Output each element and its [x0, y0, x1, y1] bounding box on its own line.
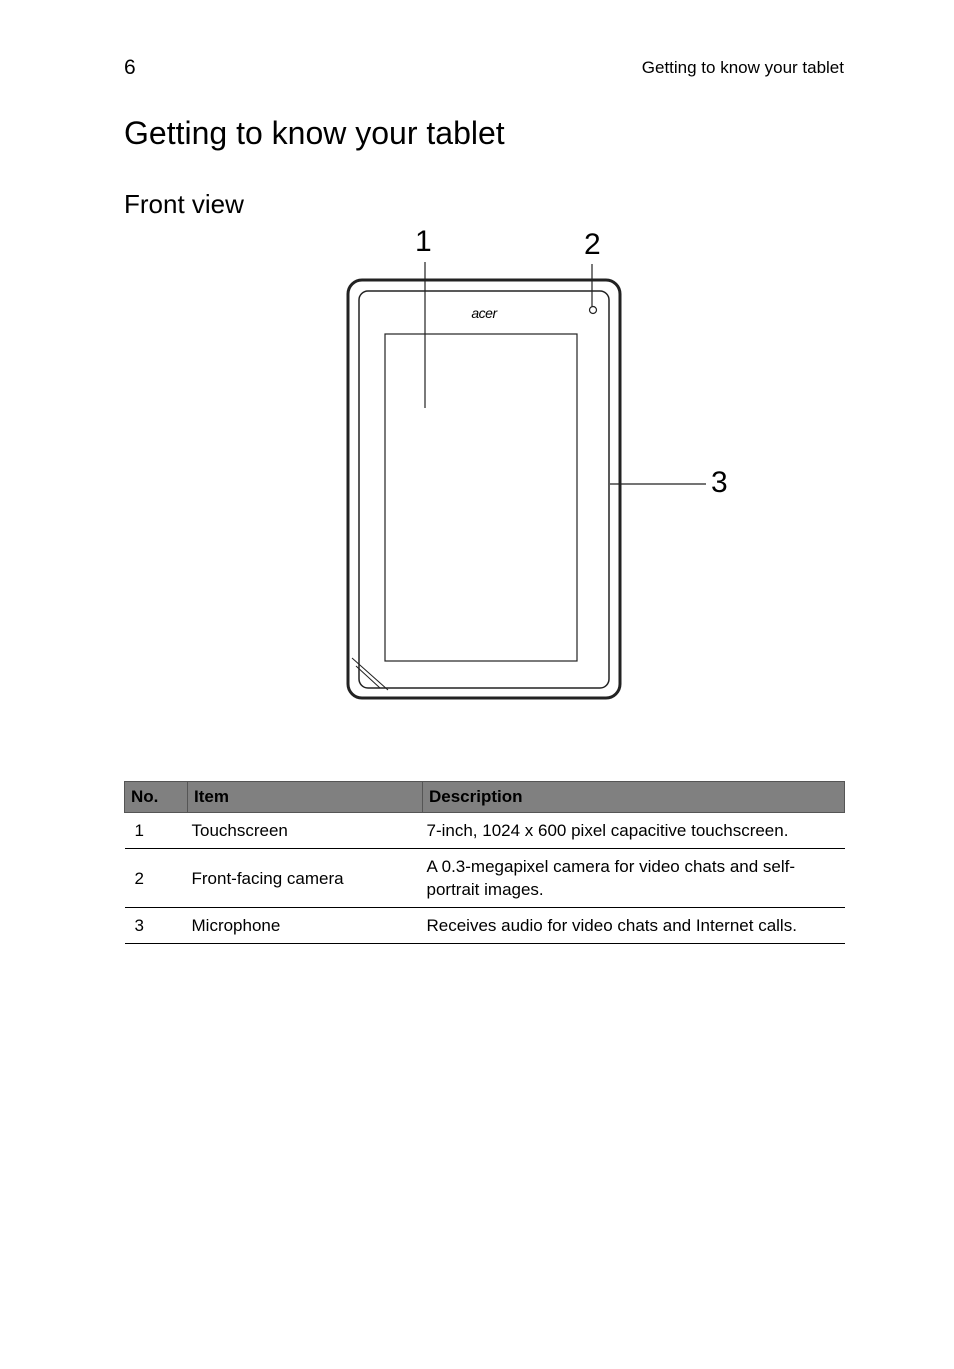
header-item: Item — [188, 782, 423, 813]
running-header: Getting to know your tablet — [641, 58, 844, 77]
camera-lens-icon — [590, 307, 597, 314]
acer-logo: acer — [471, 305, 497, 321]
row-description: 7-inch, 1024 x 600 pixel capacitive touchscreen. — [423, 813, 845, 849]
page-title: Getting to know your tablet — [124, 115, 505, 151]
table-row — [125, 813, 845, 849]
touchscreen-area — [385, 334, 577, 661]
table-row — [125, 908, 845, 944]
tablet-body — [348, 280, 620, 698]
row-item: Microphone — [188, 908, 423, 944]
header-no: No. — [125, 782, 188, 813]
page-number: 6 — [124, 56, 136, 79]
tablet-illustration — [330, 222, 750, 712]
table-header-row — [125, 782, 845, 813]
front-view-items-table — [124, 781, 845, 944]
callout-2: 2 — [584, 228, 601, 261]
row-item: Front-facing camera — [188, 849, 423, 908]
callout-1: 1 — [415, 225, 432, 258]
row-description: A 0.3-megapixel camera for video chats and self-portrait images. — [423, 849, 845, 908]
row-item: Touchscreen — [188, 813, 423, 849]
callout-3: 3 — [711, 466, 728, 499]
row-no: 1 — [125, 813, 188, 849]
row-description: Receives audio for video chats and Internet calls. — [423, 908, 845, 944]
table-row — [125, 849, 845, 908]
corner-accent — [352, 658, 388, 690]
row-no: 2 — [125, 849, 188, 908]
row-no: 3 — [125, 908, 188, 944]
tablet-front-view-figure — [330, 222, 750, 712]
tablet-bezel — [359, 291, 609, 688]
section-title: Front view — [124, 189, 244, 219]
header-description: Description — [423, 782, 845, 813]
